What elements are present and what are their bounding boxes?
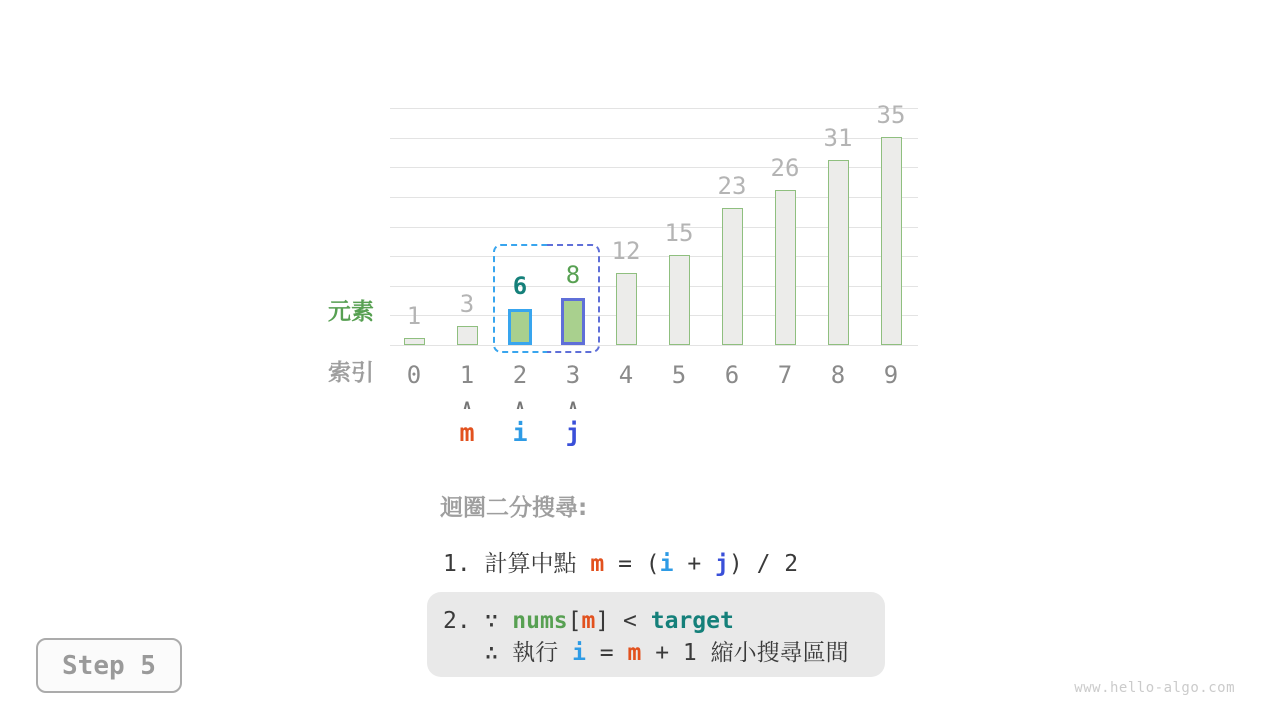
bar <box>828 160 849 345</box>
index-label: 6 <box>724 361 740 389</box>
caption-heading: 迴圈二分搜尋: <box>440 495 588 521</box>
bar-value-label: 1 <box>406 302 422 330</box>
bar-value-label: 15 <box>664 219 694 247</box>
gridline <box>390 108 918 109</box>
text-segment: m <box>590 551 605 577</box>
pointer-caret-icon: ∧ <box>567 398 579 413</box>
search-window-right <box>547 244 600 353</box>
bar-value-label: 3 <box>459 290 475 318</box>
text-segment: ) / 2 <box>728 551 799 577</box>
text-segment: 1. 計算中點 <box>443 551 591 577</box>
index-label: 9 <box>883 361 899 389</box>
text-segment: m <box>581 608 596 634</box>
text-segment: + <box>673 551 716 577</box>
text-segment: ] < <box>595 608 651 634</box>
bar-value-label: 23 <box>717 172 747 200</box>
pointer-label-m: m <box>459 418 475 447</box>
search-window-left <box>493 244 547 353</box>
text-segment: nums <box>512 608 568 634</box>
bar <box>616 273 637 345</box>
index-label: 5 <box>671 361 687 389</box>
text-segment: = <box>585 640 628 666</box>
text-segment: j <box>715 551 729 577</box>
bar <box>881 137 902 345</box>
caption-step2-box <box>427 592 885 677</box>
bar-value-label: 35 <box>876 101 906 129</box>
pointer-caret-icon: ∧ <box>514 398 526 413</box>
text-segment: = ( <box>604 551 660 577</box>
text-segment: m <box>627 640 642 666</box>
text-segment: 2. ∵ <box>443 608 513 634</box>
bar <box>404 338 425 345</box>
step-badge <box>36 638 182 693</box>
gridline <box>390 345 918 346</box>
bar-value-label: 12 <box>611 237 641 265</box>
step-badge-label: Step 5 <box>62 650 156 681</box>
index-label: 1 <box>459 361 475 389</box>
bar-value-label: 8 <box>565 261 581 289</box>
bar <box>722 208 743 345</box>
index-label: 0 <box>406 361 422 389</box>
index-label: 4 <box>618 361 634 389</box>
bar-value-label: 26 <box>770 154 800 182</box>
pointer-caret-icon: ∧ <box>461 398 473 413</box>
element-row-label: 元素 <box>328 299 374 325</box>
caption-step1 <box>443 551 798 577</box>
caption-step2-line2 <box>443 637 885 669</box>
index-row-label: 索引 <box>328 360 374 386</box>
text-segment: + 1 縮小搜尋區間 <box>641 640 849 666</box>
pointer-label-j: j <box>565 418 581 447</box>
text-segment: target <box>650 608 734 634</box>
bar <box>775 190 796 345</box>
text-segment: i <box>659 551 674 577</box>
index-label: 2 <box>512 361 528 389</box>
index-label: 3 <box>565 361 581 389</box>
text-segment: [ <box>567 608 582 634</box>
index-label: 7 <box>777 361 793 389</box>
text-segment: i <box>572 640 586 666</box>
index-label: 8 <box>830 361 846 389</box>
bar <box>669 255 690 345</box>
bar-value-label: 31 <box>823 124 853 152</box>
text-segment: ∴ 執行 <box>443 640 573 666</box>
pointer-label-i: i <box>512 418 528 447</box>
bar <box>457 326 478 345</box>
bar-value-label: 6 <box>512 272 528 300</box>
caption-step2-line1 <box>443 605 885 637</box>
watermark: www.hello-algo.com <box>1074 680 1235 696</box>
